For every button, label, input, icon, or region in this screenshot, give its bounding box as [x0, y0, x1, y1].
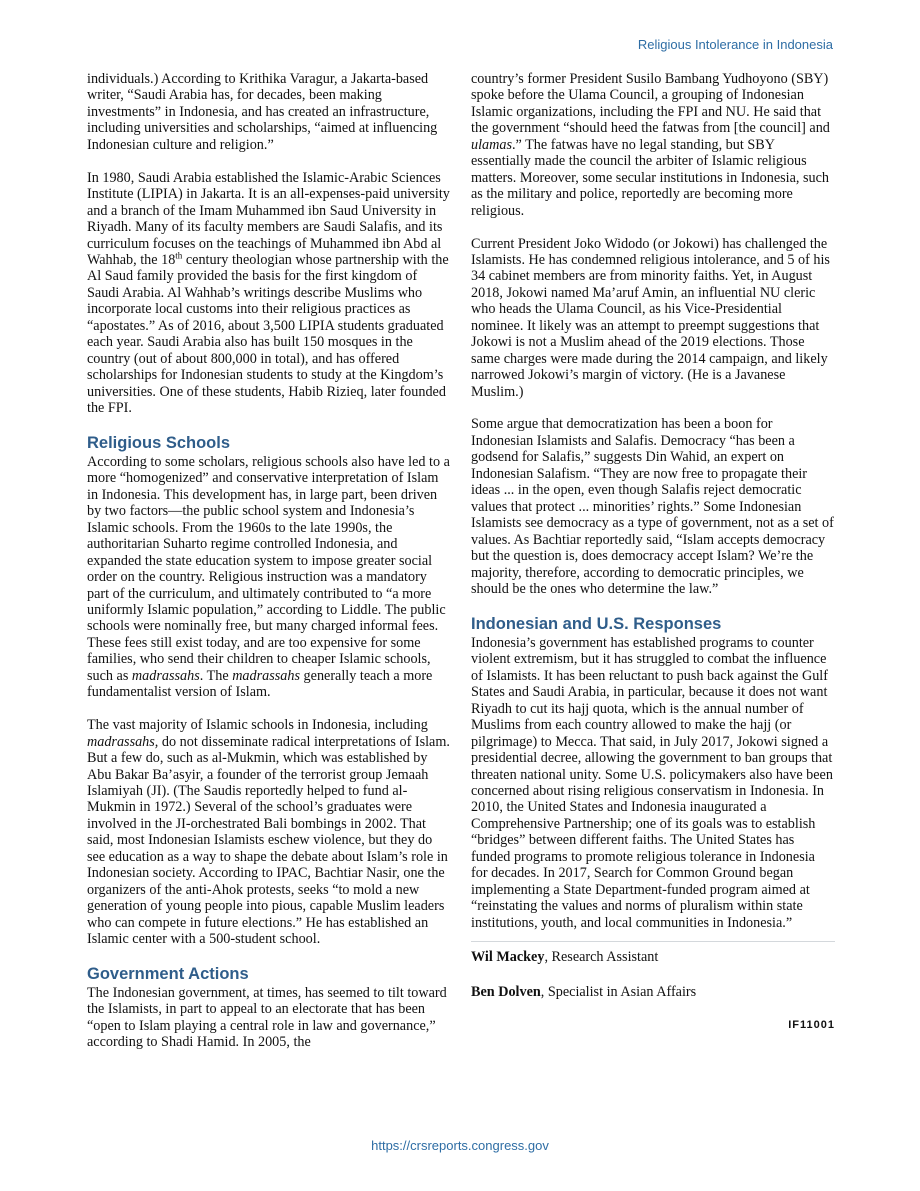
paragraph-government: The Indonesian government, at times, has seemed to tilt toward the Islamists, in part to appeal to an electorate that has been “open to Islam playing a central role in law and governance,” according to Shadi Hamid. In 2005, the	[87, 984, 447, 1051]
paragraph-madrassahs: The vast majority of Islamic schools in Indonesia, including madrassahs, do not disseminate radical interpretations of Islam. But a few do, such as al-Mukmin, which was established by Abu Bakar Ba’asyir, a founder of the terrorist group Jemaah Islamiyah (JI). (The Saudis reportedly helped to fund al-Mukmin in 1972.) Several of the school’s graduates were involved in the JI-orchestrated Bali bombings in 2002. That said, most Indonesian Islamists eschew violence, but they do see education as a way to shape the debate about Islam’s role in Indonesian society. According to IPAC, Bachtiar Nasir, one the organizers of the anti-Ahok protests, seeks “to mold a new generation of young people into pious, capable Muslim leaders who can compete in future elections.” He has established an Islamic center with a 500-student school.	[87, 717, 450, 948]
divider	[471, 941, 835, 942]
section-heading-religious-schools: Religious Schools	[87, 433, 231, 452]
author-line: Wil Mackey, Research Assistant	[471, 949, 659, 966]
paragraph-schools: According to some scholars, religious schools also have led to a more “homogenized” and conservative interpretation of Islam in Indonesia. This development has, in large part, been driven by two factors—the public school system and Indonesia’s Islamic schools. From the 1960s to the late 1990s, the authoritarian Suharto regime controlled Indonesia, and expanded the state education system to impose greater social order on the country. Religious instruction was a mandatory part of the curriculum, and ultimately contributed to “a more uniformly Islamic population,” according to Liddle. The public schools were nominally free, but many charged informal fees. These fees still exist today, and are too expensive for some families, who send their children to cheaper Islamic schools, such as madrassahs. The madrassahs generally teach a more fundamentalist version of Islam.	[87, 453, 450, 701]
section-heading-government-actions: Government Actions	[87, 964, 249, 983]
right-column	[471, 71, 835, 1033]
paragraph-responses: Indonesia’s government has established programs to counter violent extremism, but it has struggled to combat the influence of Islamists. It has been reluctant to push back against the Gulf States and Saudi Arabia, in particular, because it does not want Riyadh to cut its hajj quota, which is the annual number of Muslims from each country allowed to make the hajj (or pilgrimage) to Mecca. That said, in July 2017, Jokowi signed a presidential decree, allowing the government to ban groups that threaten national unity. Some U.S. policymakers also have been concerned about rising religious conservatism in Indonesia. In 2010, the United States and Indonesia inaugurated a Comprehensive Partnership; one of its goals was to establish “bridges” between different faiths. The United States has funded programs to promote religious tolerance in Indonesia for decades. In 2017, Search for Common Ground began implementing a State Department-funded program aimed at “reinstating the values and norms of pluralism within state institutions, youth, and local communities in Indonesia.”	[471, 634, 833, 931]
paragraph-democratization: Some argue that democratization has been a boon for Indonesian Islamists and Salafis. Democracy “has been a godsend for Salafis,” suggests Din Wahid, an expert on Indonesian Salafism. “They are now free to propagate their ideas ... in the open, even though Salafis reject democratic values that protect ... minorities’ rights.” Some Indonesian Islamists see democracy as a type of government, not as a set of values. As Bachtiar reportedly said, “Islam accepts democracy but the question is, does democracy accept Islam? We’re the majority, therefore, according to democratic principles, we should be the ones who determine the law.”	[471, 416, 834, 598]
paragraph-lipia: In 1980, Saudi Arabia established the Islamic-Arabic Sciences Institute (LIPIA) in Jakarta. It is an all-expenses-paid university and a branch of the Imam Muhammed ibn Saud University in Riyadh. Many of its faculty members are Saudi Salafis, and its curriculum focuses on the teachings of Muhammed ibn Abd al Wahhab, the 18th century theologian whose partnership with the Al Saud family provided the basis for the first kingdom of Saudi Arabia. Al Wahhab’s writings describe Muslims who incorporate local customs into their religious practices as “apostates.” As of 2016, about 3,500 LIPIA students graduated each year. Saudi Arabia also has built 150 mosques in the country (out of about 800,000 in total), and has offered scholarships for Indonesian students to study at the Kingdom’s universities. One of these students, Habib Rizieq, later founded the FPI.	[87, 169, 450, 417]
running-header-title: Religious Intolerance in Indonesia	[637, 37, 833, 52]
footer-url-link[interactable]: https://crsreports.congress.gov	[371, 1138, 549, 1153]
paragraph: individuals.) According to Krithika Varagur, a Jakarta-based writer, “Saudi Arabia has, for decades, been making investments” in Indonesia, and has created an infrastructure, including universities and scholarships, “aimed at influencing Indonesian culture and religion.”	[87, 71, 438, 153]
author-line: Ben Dolven, Specialist in Asian Affairs	[471, 983, 697, 1000]
left-column	[87, 71, 451, 1051]
section-heading-responses: Indonesian and U.S. Responses	[471, 614, 722, 633]
paragraph-sby: country’s former President Susilo Bambang Yudhoyono (SBY) spoke before the Ulama Council, a grouping of Indonesian Islamic organizations, including the FPI and NU. He said that the government “should heed the fatwas from [the council] and ulamas.” The fatwas have no legal standing, but SBY essentially made the council the arbiter of Islamic religious matters. Moreover, some secular institutions in Indonesia, such as the military and police, reportedly are becoming more religious.	[471, 71, 830, 219]
report-id: IF11001	[788, 1018, 835, 1031]
paragraph-jokowi: Current President Joko Widodo (or Jokowi) has challenged the Islamists. He has condemned religious intolerance, and 5 of his 34 cabinet members are from minority faiths. Yet, in August 2018, Jokowi named Ma’aruf Amin, an influential NU cleric who heads the Ulama Council, as his Vice-Presidential nominee. It likely was an attempt to preempt suggestions that Jokowi is not a Muslim ahead of the 2019 elections. Those same charges were made during the 2014 campaign, and likely narrowed Jokowi’s margin of victory. (He is a Javanese Muslim.)	[471, 235, 830, 400]
